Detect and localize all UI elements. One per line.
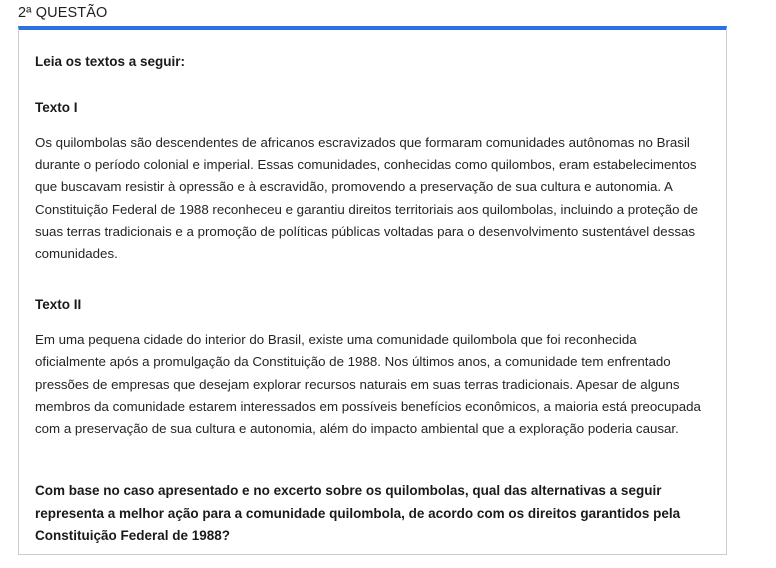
spacer-after-texto-i xyxy=(35,265,708,295)
texto-ii-heading: Texto II xyxy=(35,297,82,313)
question-card-content xyxy=(19,30,726,557)
question-number-header: 2ª QUESTÃO xyxy=(18,5,108,21)
read-texts-instruction: Leia os textos a seguir: xyxy=(35,54,186,69)
texto-ii-body: Em uma pequena cidade do interior do Brasil, existe uma comunidade quilombola que foi reconhecida oficialmente após a promulgação da Constituição de 1988. Nos últimos anos, a comunidade tem enfrentado pressões de empresas que desejam explorar recursos naturais em suas terras tradicionais. Apesar de alguns membros da comunidade estarem interessados em possíveis benefícios econômicos, a maioria está preocupada com a preservação de sua cultura e autonomia, além do impacto ambiental que a exploração poderia causar. xyxy=(35,332,701,437)
question-prompt: Com base no caso apresentado e no excerto sobre os quilombolas, qual das alternativas a seguir representa a melhor ação para a comunidade quilombola, de acordo com os direitos garantidos pela Constituição Federal de 1988? xyxy=(35,483,681,544)
texto-i-heading: Texto I xyxy=(35,100,78,115)
spacer-before-prompt xyxy=(35,440,708,480)
question-card xyxy=(18,26,727,555)
texto-i-body: Os quilombolas são descendentes de africanos escravizados que formaram comunidades autônomas no Brasil durante o período colonial e imperial. Essas comunidades, conhecidas como quilombos, eram estabelecimentos que buscavam resistir à opressão e à escravidão, promovendo a preservação de sua cultura e autonomia. A Constituição Federal de 1988 reconheceu e garantiu direitos territoriais aos quilombolas, incluindo a proteção de suas terras tradicionais e a promoção de políticas públicas voltadas para o desenvolvimento sustentável dessas comunidades. xyxy=(35,135,699,262)
